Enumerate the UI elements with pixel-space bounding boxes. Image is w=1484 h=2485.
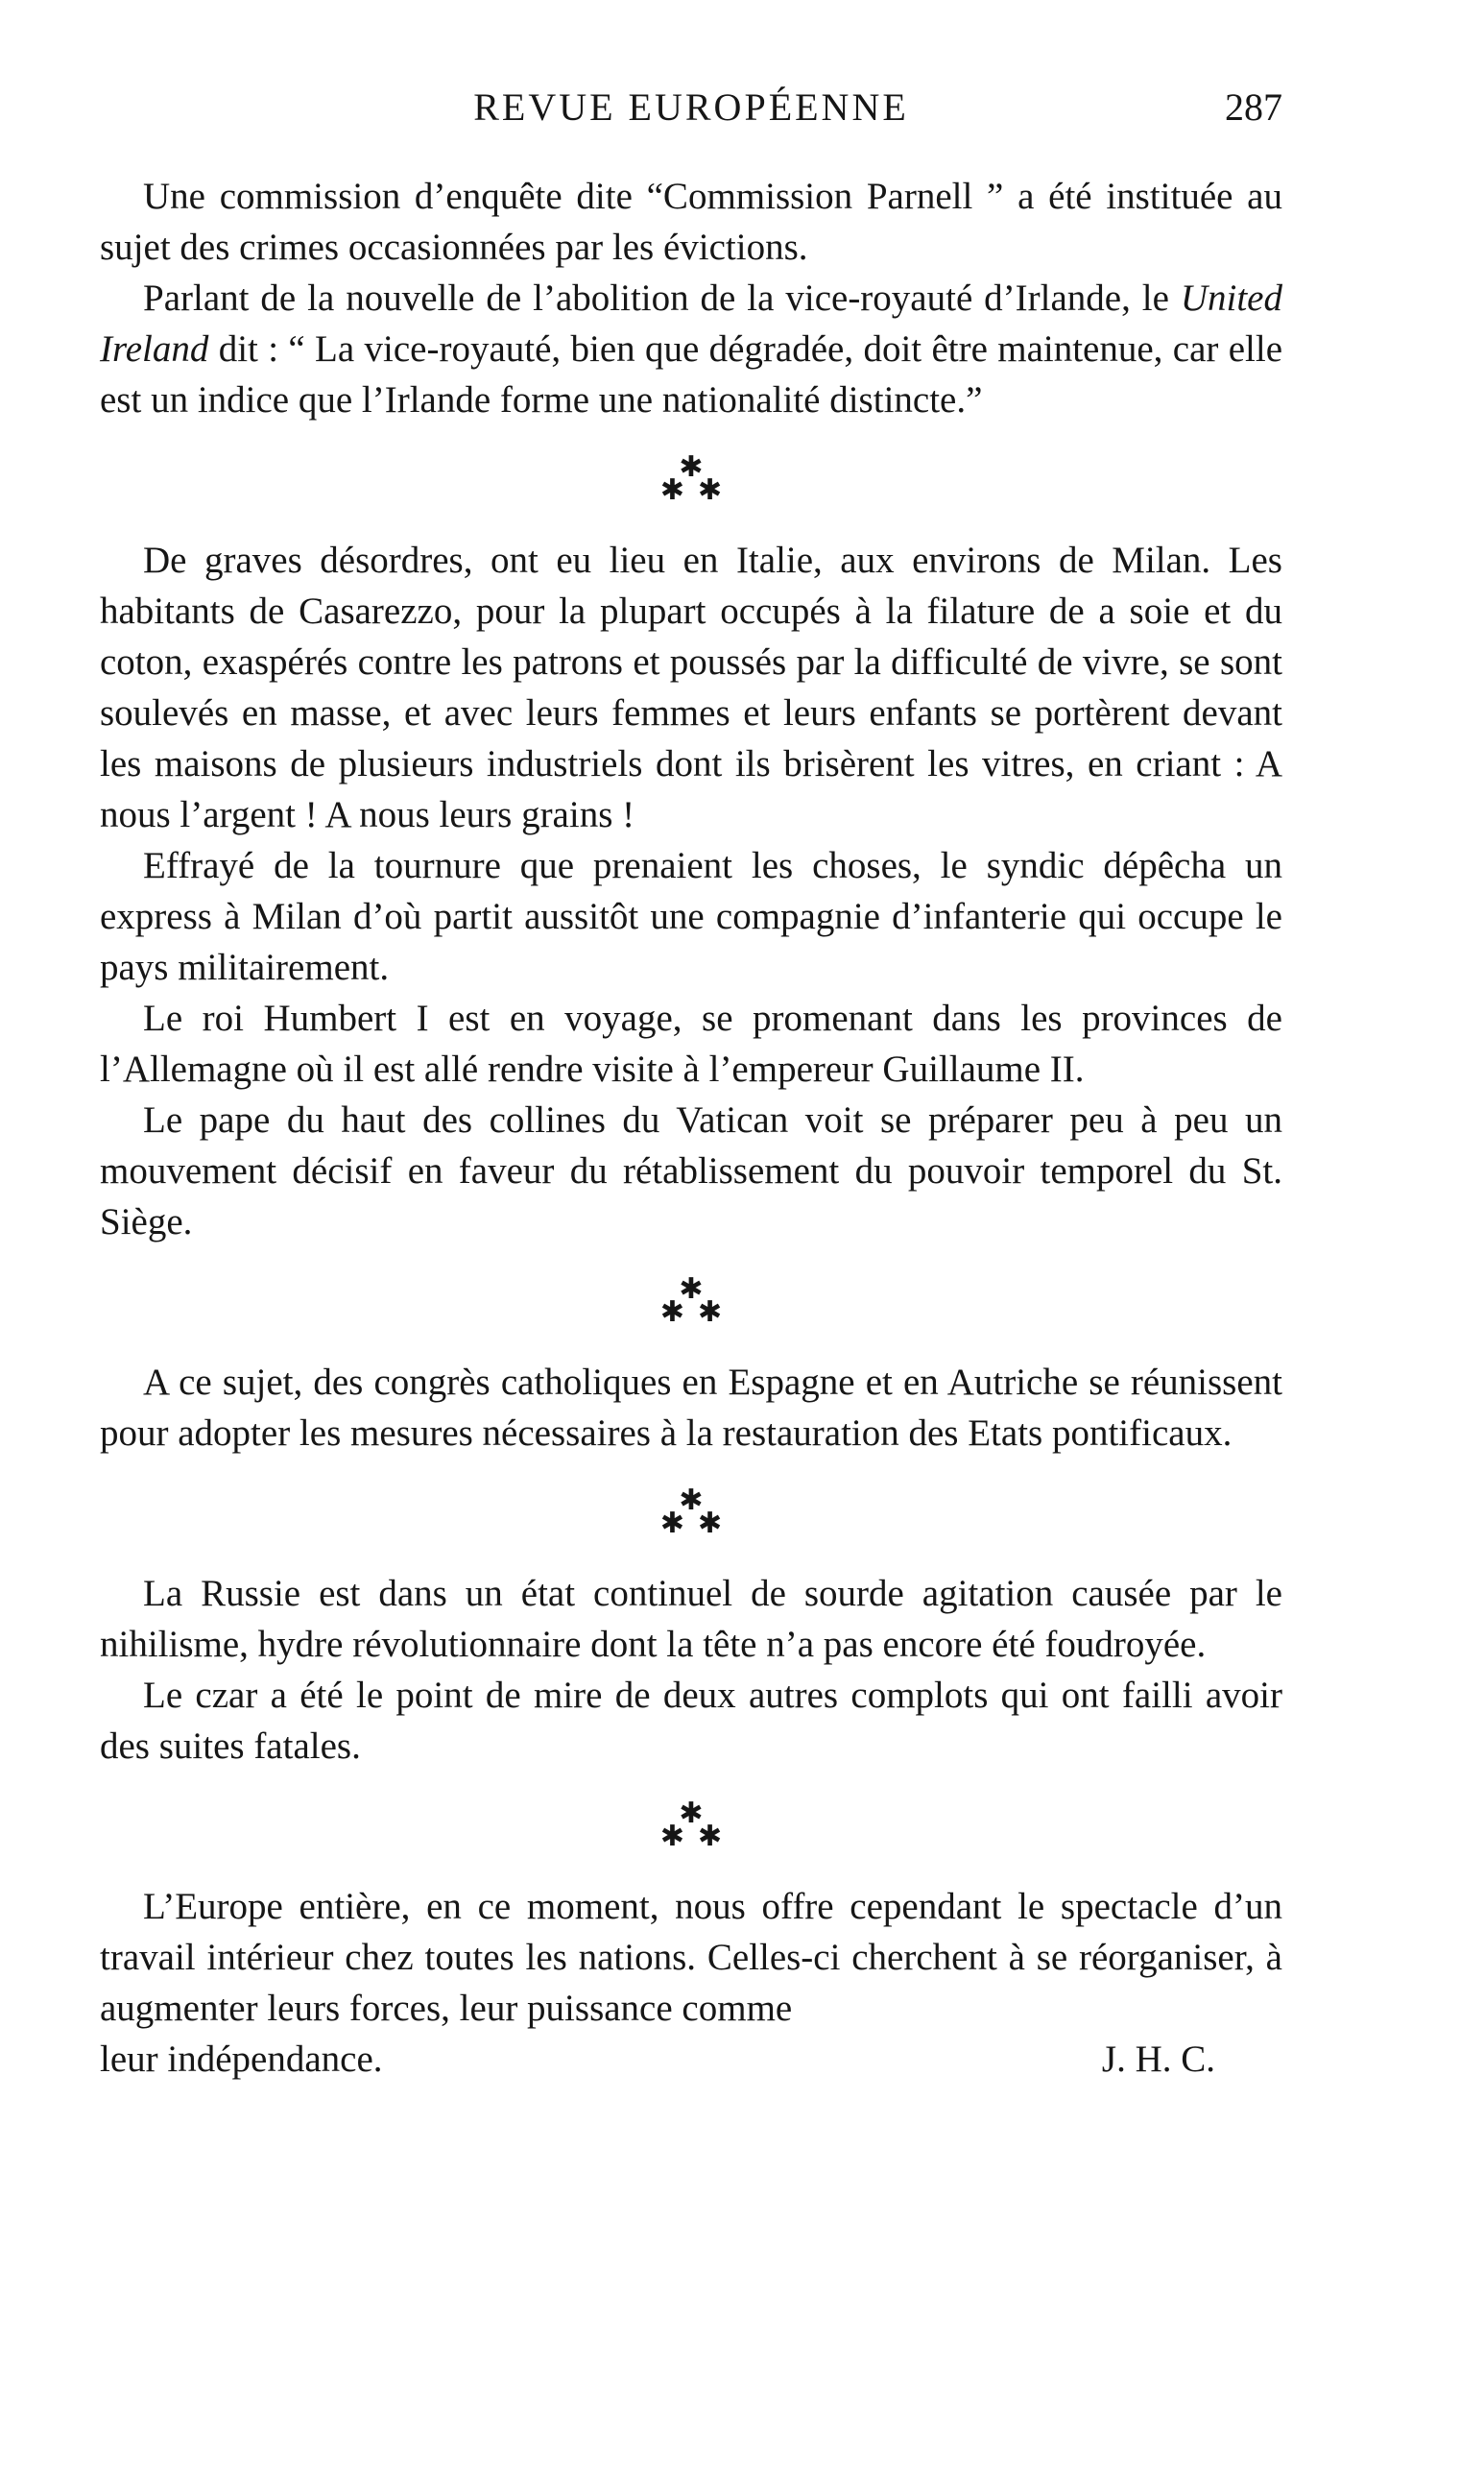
article-body bbox=[100, 171, 1282, 2085]
paragraph-text: Parlant de la nouvelle de l’abolition de la vice-royauté d’Irlande, le bbox=[143, 277, 1181, 319]
paragraph: Le roi Humbert I est en voyage, se promenant dans les provinces de l’Allemagne où il est allé rendre visite à l’empereur Guillaume II. bbox=[100, 998, 1282, 1090]
asterism-separator bbox=[100, 1273, 1282, 1334]
paragraph bbox=[100, 273, 1282, 425]
paragraph: La Russie est dans un état continuel de sourde agitation causée par le nihilisme, hydre révolutionnaire dont la tête n’a pas encore été foudroyée. bbox=[100, 1573, 1282, 1665]
asterism-top-star: ✱ bbox=[679, 1273, 704, 1305]
paragraph: L’Europe entière, en ce moment, nous offre cependant le spectacle d’un travail intérieur chez toutes les nations. Celles-ci cherchent à se réorganiser, à augmenter leurs forces, leur puissance comme bbox=[100, 1886, 1282, 2029]
asterism-bottom-stars: ✱✱ bbox=[659, 1508, 736, 1539]
paragraph: Effrayé de la tournure que prenaient les choses, le syndic dépêcha un express à Milan d’où partit aussitôt une compagnie d’infanterie qui occupe le pays militairement. bbox=[100, 845, 1282, 988]
author-signature: J. H. C. bbox=[1101, 2039, 1215, 2080]
page-header bbox=[100, 84, 1282, 152]
paragraph: Le pape du haut des collines du Vatican voit se préparer peu à peu un mouvement décisif en faveur du rétablissement du pouvoir temporel du St. Siège. bbox=[100, 1099, 1282, 1242]
asterism-bottom-stars: ✱✱ bbox=[659, 474, 736, 506]
paragraph-text: dit : “ La vice-royauté, bien que dégradée, doit être maintenue, car elle est un indice que l’Irlande forme une nationalité distincte.” bbox=[100, 328, 1282, 421]
asterism-separator bbox=[100, 451, 1282, 512]
paragraph-text: leur indépendance. bbox=[100, 2039, 383, 2080]
paragraph: A ce sujet, des congrès catholiques en Espagne et en Autriche se réunissent pour adopter les mesures nécessaires à la restauration des Etats pontificaux. bbox=[100, 1362, 1282, 1454]
asterism-separator bbox=[100, 1797, 1282, 1858]
asterism-top-star: ✱ bbox=[679, 451, 704, 483]
page-number: 287 bbox=[1225, 85, 1282, 129]
closing-line bbox=[100, 2034, 1282, 2085]
asterism-bottom-stars: ✱✱ bbox=[659, 1821, 736, 1852]
paragraph: De graves désordres, ont eu lieu en Italie, aux environs de Milan. Les habitants de Casarezzo, pour la plupart occupés à la filature de a soie et du coton, exaspérés contre les patrons et poussés par la difficulté de vivre, se sont soulevés en masse, et avec leurs femmes et leurs enfants se portèrent devant les maisons de plusieurs industriels dont ils brisèrent les vitres, en criant : A nous l’argent ! A nous leurs grains ! bbox=[100, 540, 1282, 835]
asterism-top-star: ✱ bbox=[679, 1797, 704, 1829]
newspaper-title: United Ireland bbox=[100, 277, 1282, 370]
asterism-bottom-stars: ✱✱ bbox=[659, 1296, 736, 1328]
asterism-separator bbox=[100, 1484, 1282, 1545]
paragraph: Une commission d’enquête dite “Commission Parnell ” a été instituée au sujet des crimes occasionnées par les évictions. bbox=[100, 176, 1282, 268]
asterism-top-star: ✱ bbox=[679, 1484, 704, 1516]
running-title: REVUE EUROPÉENNE bbox=[473, 85, 909, 129]
paragraph: Le czar a été le point de mire de deux autres complots qui ont failli avoir des suites fatales. bbox=[100, 1675, 1282, 1767]
